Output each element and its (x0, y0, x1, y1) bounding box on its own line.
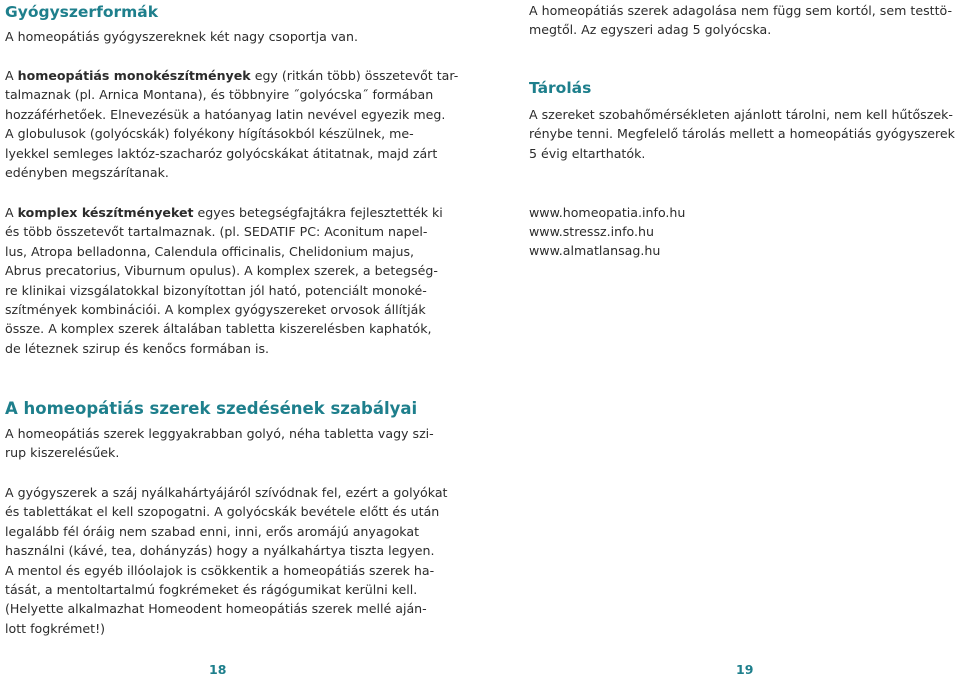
complex-line-1: A komplex készítményeket egyes betegségfajtákra fejlesztették ki (5, 205, 443, 220)
mono-term: homeopátiás monokészítmények (17, 68, 251, 83)
dosage-line-1: A homeopátiás szerek adagolása nem függ sem kortól, sem testtö- (529, 3, 952, 18)
right-page (529, 0, 959, 681)
complex-line-3: lus, Atropa belladonna, Calendula officinalis, Chelidonium majus, (5, 243, 415, 259)
rules-line-4: használni (kávé, tea, dohányzás) hogy a nyálkahártya tiszta legyen. (5, 543, 435, 559)
storage-line-2: rénybe tenni. Megfelelő tárolás mellett a homeopátiás gyógyszerek (529, 126, 955, 142)
rules-body-paragraph (5, 483, 448, 638)
rules-line-2: és tablettákat el kell szopogatni. A golyócskák bevétele előtt és után (5, 504, 440, 520)
rules-line-3: legalább fél óráig nem szabad enni, inni, erős aromájú anyagokat (5, 523, 420, 539)
link-stressz[interactable]: www.stressz.info.hu (529, 224, 654, 239)
complex-line-7: össze. A komplex szerek általában tabletta kiszerelésben kaphatók, (5, 321, 432, 337)
complex-line-6: szítmények kombinációi. A komplex gyógyszereket orvosok állítják (5, 302, 426, 318)
rules-intro-line-2: rup kiszerelésűek. (5, 445, 120, 461)
mono-paragraph (5, 66, 459, 182)
dosage-line-2: megtől. Az egyszeri adag 5 golyócska. (529, 22, 772, 38)
complex-line-2: és több összetevőt tartalmaznak. (pl. SEDATIF PC: Aconitum napel- (5, 224, 428, 240)
complex-line-5: re klinikai vizsgálatokkal bizonyítottan jól ható, potenciált monoké- (5, 282, 427, 298)
storage-paragraph (529, 105, 959, 163)
mono-line-1: A homeopátiás monokészítmények egy (ritkán több) összetevőt tar- (5, 68, 459, 83)
rules-line-1: A gyógyszerek a száj nyálkahártyájáról szívódnak fel, ezért a golyókat (5, 485, 448, 500)
mono-line-3: hozzáférhetőek. Elnevezésük a hatóanyag latin nevével egyezik meg. (5, 106, 446, 122)
left-page (0, 0, 459, 681)
link-homeopatia[interactable]: www.homeopatia.info.hu (529, 205, 686, 220)
complex-paragraph (5, 203, 443, 358)
intro-paragraph (5, 27, 435, 46)
storage-line-1: A szereket szobahőmérsékleten ajánlott tárolni, nem kell hűtőszek- (529, 107, 953, 122)
rules-line-6: tását, a mentoltartalmú fogkrémeket és rágógumikat kerülni kell. (5, 582, 418, 598)
heading-dosage-forms: Gyógyszerformák (5, 3, 159, 21)
intro-line: A homeopátiás gyógyszereknek két nagy csoportja van. (5, 29, 359, 44)
complex-line-8: de léteznek szirup és kenőcs formában is. (5, 340, 270, 356)
mono-line-4: A globulusok (golyócskák) folyékony hígításokból készülnek, me- (5, 126, 414, 142)
rules-intro-line-1: A homeopátiás szerek leggyakrabban golyó, néha tabletta vagy szi- (5, 426, 434, 441)
dosage-paragraph (529, 1, 959, 40)
page-number-right: 19 (736, 662, 754, 677)
complex-line-4: Abrus precatorius, Viburnum opulus). A komplex szerek, a betegség- (5, 263, 438, 279)
heading-storage: Tárolás (529, 79, 592, 97)
link-almatlansag[interactable]: www.almatlansag.hu (529, 243, 661, 258)
heading-rules: A homeopátiás szerek szedésének szabályai (5, 399, 418, 418)
complex-term: komplex készítményeket (17, 205, 194, 220)
rules-line-8: lott fogkrémet!) (5, 620, 106, 636)
rules-intro-paragraph (5, 424, 435, 463)
mono-line-6: edényben megszárítanak. (5, 165, 169, 181)
rules-line-7: (Helyette alkalmazhat Homeodent homeopátiás szerek mellé aján- (5, 601, 427, 617)
mono-line-2: talmaznak (pl. Arnica Montana), és többnyire ˝golyócska˝ formában (5, 87, 434, 103)
mono-line-5: lyekkel semleges laktóz-szacharóz golyócskákat átitatnak, majd zárt (5, 145, 438, 161)
storage-line-3: 5 évig eltarthatók. (529, 145, 646, 161)
page-number-left: 18 (209, 662, 227, 677)
rules-line-5: A mentol és egyéb illóolajok is csökkentik a homeopátiás szerek ha- (5, 562, 435, 578)
